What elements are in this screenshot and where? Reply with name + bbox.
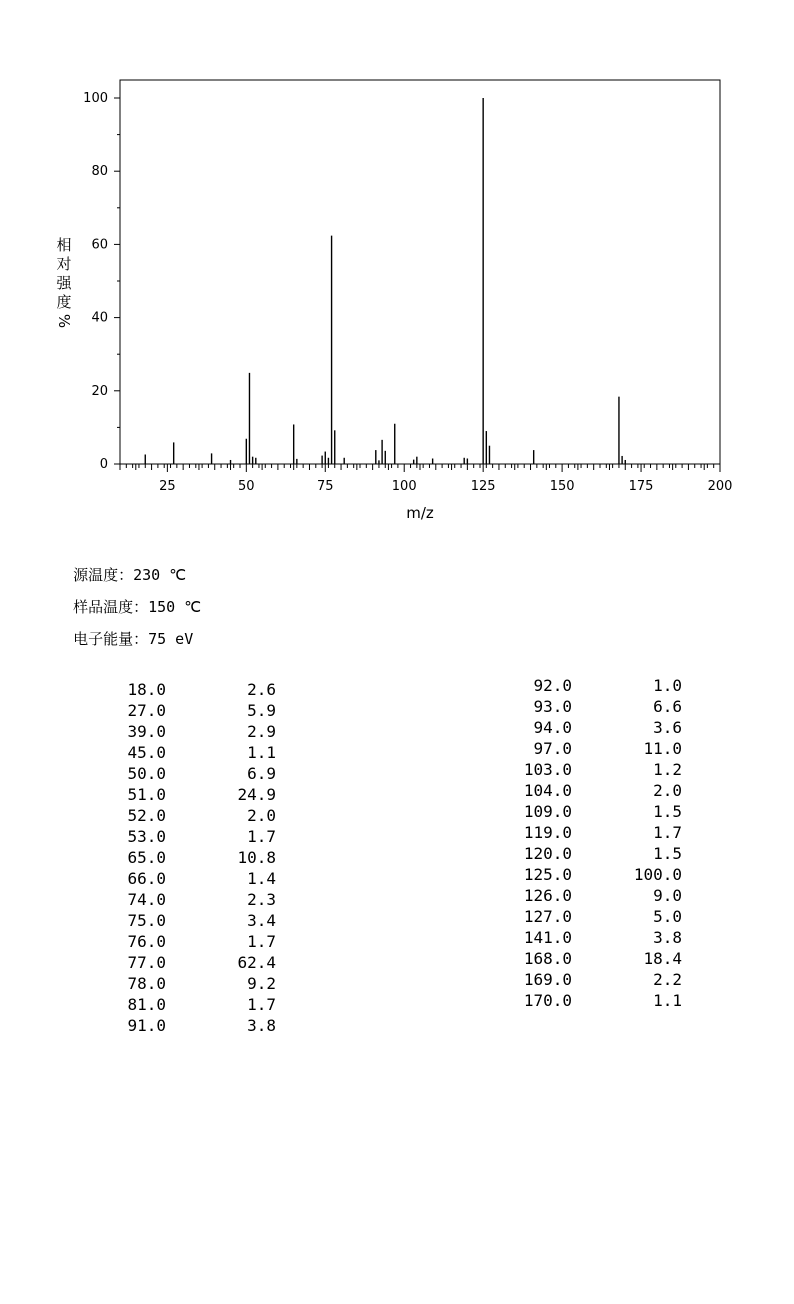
mz-value: 119.0: [523, 823, 572, 842]
abundance-value: 1.1: [247, 743, 276, 762]
mz-value: 78.0: [127, 974, 166, 993]
table-row: [100, 826, 300, 847]
table-row: [100, 1015, 300, 1036]
abundance-value: 62.4: [237, 953, 276, 972]
abundance-value: 1.5: [653, 802, 682, 821]
mz-value: 51.0: [127, 785, 166, 804]
y-tick-label: 80: [91, 164, 108, 180]
y-axis-title: [55, 236, 73, 328]
abundance-value: 6.9: [247, 764, 276, 783]
mz-value: 74.0: [127, 890, 166, 909]
x-tick-label: 100: [391, 479, 417, 494]
sample-temperature-label: 样品温度：: [73, 598, 149, 616]
table-row: [490, 969, 710, 990]
mz-value: 169.0: [523, 970, 572, 989]
abundance-value: 9.0: [653, 886, 682, 905]
mz-value: 92.0: [533, 676, 572, 695]
mz-value: 126.0: [523, 886, 572, 905]
table-row: [490, 696, 710, 717]
x-axis-title: m/z: [406, 504, 434, 522]
table-row: [490, 906, 710, 927]
abundance-value: 2.3: [247, 890, 276, 909]
mz-value: 91.0: [127, 1016, 166, 1035]
sample-temperature-value: 150 ℃: [148, 598, 202, 616]
mz-value: 170.0: [523, 991, 572, 1010]
abundance-value: 2.0: [247, 806, 276, 825]
abundance-value: 1.7: [247, 932, 276, 951]
y-tick-label: 20: [91, 383, 108, 399]
source-temperature-label: 源温度：: [73, 566, 134, 584]
mass-spectrum-chart: [0, 0, 794, 540]
table-row: [100, 784, 300, 805]
table-row: [100, 910, 300, 931]
electron-energy: [55, 610, 193, 649]
abundance-value: 2.0: [653, 781, 682, 800]
mz-value: 81.0: [127, 995, 166, 1014]
table-row: [490, 885, 710, 906]
x-tick-label: 175: [628, 479, 654, 494]
x-axis: [120, 464, 732, 494]
electron-energy-label: 电子能量：: [73, 630, 149, 648]
table-row: [490, 843, 710, 864]
table-row: [100, 847, 300, 868]
mz-value: 75.0: [127, 911, 166, 930]
table-row: [100, 952, 300, 973]
mz-value: 168.0: [523, 949, 572, 968]
abundance-value: 1.1: [653, 991, 682, 1010]
abundance-value: 3.4: [247, 911, 276, 930]
y-tick-label: 100: [83, 91, 108, 106]
mz-value: 97.0: [533, 739, 572, 758]
y-tick-label: 0: [99, 457, 108, 472]
abundance-value: 3.8: [247, 1016, 276, 1035]
table-row: [490, 990, 710, 1011]
x-tick-label: 50: [238, 479, 255, 494]
x-tick-label: 200: [707, 479, 733, 494]
table-row: [490, 822, 710, 843]
mz-value: 39.0: [127, 722, 166, 741]
mz-value: 109.0: [523, 802, 572, 821]
table-row: [490, 738, 710, 759]
table-row: [100, 721, 300, 742]
table-row: [100, 973, 300, 994]
y-tick-label: 60: [91, 237, 108, 253]
abundance-value: 9.2: [247, 974, 276, 993]
abundance-value: 10.8: [237, 848, 276, 867]
table-row: [100, 994, 300, 1015]
abundance-value: 3.8: [653, 928, 682, 947]
mz-value: 127.0: [523, 907, 572, 926]
x-tick-label: 150: [549, 479, 575, 494]
mz-value: 103.0: [523, 760, 572, 779]
peak-table-right: [490, 675, 710, 1011]
mz-value: 53.0: [127, 827, 166, 846]
table-row: [490, 717, 710, 738]
mz-value: 18.0: [127, 680, 166, 699]
mz-value: 65.0: [127, 848, 166, 867]
table-row: [100, 679, 300, 700]
table-row: [490, 780, 710, 801]
mz-value: 27.0: [127, 701, 166, 720]
mz-value: 141.0: [523, 928, 572, 947]
abundance-value: 1.0: [653, 676, 682, 695]
abundance-value: 1.7: [247, 827, 276, 846]
abundance-value: 1.2: [653, 760, 682, 779]
abundance-value: 3.6: [653, 718, 682, 737]
y-axis-title-char: %: [55, 313, 73, 329]
x-tick-label: 25: [159, 479, 176, 494]
mz-value: 94.0: [533, 718, 572, 737]
x-tick-label: 125: [470, 479, 496, 494]
abundance-value: 1.5: [653, 844, 682, 863]
mz-value: 45.0: [127, 743, 166, 762]
y-tick-label: 40: [91, 310, 108, 326]
peak-table-left: [100, 679, 300, 1036]
y-axis-title-char: 度: [56, 293, 72, 311]
abundance-value: 18.4: [643, 949, 682, 968]
table-row: [490, 801, 710, 822]
plot-frame: [120, 80, 720, 464]
spectrum-peaks: [145, 98, 625, 464]
abundance-value: 2.2: [653, 970, 682, 989]
table-row: [100, 889, 300, 910]
abundance-value: 1.7: [653, 823, 682, 842]
mz-value: 76.0: [127, 932, 166, 951]
mz-value: 50.0: [127, 764, 166, 783]
x-tick-label: 75: [316, 479, 334, 494]
mz-value: 52.0: [127, 806, 166, 825]
source-temperature-value: 230 ℃: [133, 566, 187, 584]
table-row: [490, 759, 710, 780]
mz-value: 125.0: [523, 865, 572, 884]
abundance-value: 2.9: [247, 722, 276, 741]
mz-value: 104.0: [523, 781, 572, 800]
abundance-value: 11.0: [643, 739, 682, 758]
table-row: [100, 931, 300, 952]
table-row: [100, 700, 300, 721]
table-row: [100, 742, 300, 763]
abundance-value: 1.4: [247, 869, 276, 888]
abundance-value: 5.0: [653, 907, 682, 926]
table-row: [490, 675, 710, 696]
electron-energy-value: 75 eV: [148, 630, 194, 648]
table-row: [100, 805, 300, 826]
abundance-value: 24.9: [237, 785, 276, 804]
table-row: [490, 864, 710, 885]
mz-value: 66.0: [127, 869, 166, 888]
abundance-value: 1.7: [247, 995, 276, 1014]
mz-value: 77.0: [127, 953, 166, 972]
abundance-value: 5.9: [247, 701, 276, 720]
y-axis-title-char: 强: [56, 274, 72, 292]
y-axis: [83, 91, 120, 472]
table-row: [100, 763, 300, 784]
mz-value: 120.0: [523, 844, 572, 863]
table-row: [100, 868, 300, 889]
abundance-value: 2.6: [247, 680, 276, 699]
y-axis-title-char: 对: [56, 255, 72, 273]
abundance-value: 6.6: [653, 697, 682, 716]
mz-value: 93.0: [533, 697, 572, 716]
y-axis-title-char: 相: [56, 236, 72, 254]
table-row: [490, 948, 710, 969]
abundance-value: 100.0: [633, 865, 682, 884]
table-row: [490, 927, 710, 948]
